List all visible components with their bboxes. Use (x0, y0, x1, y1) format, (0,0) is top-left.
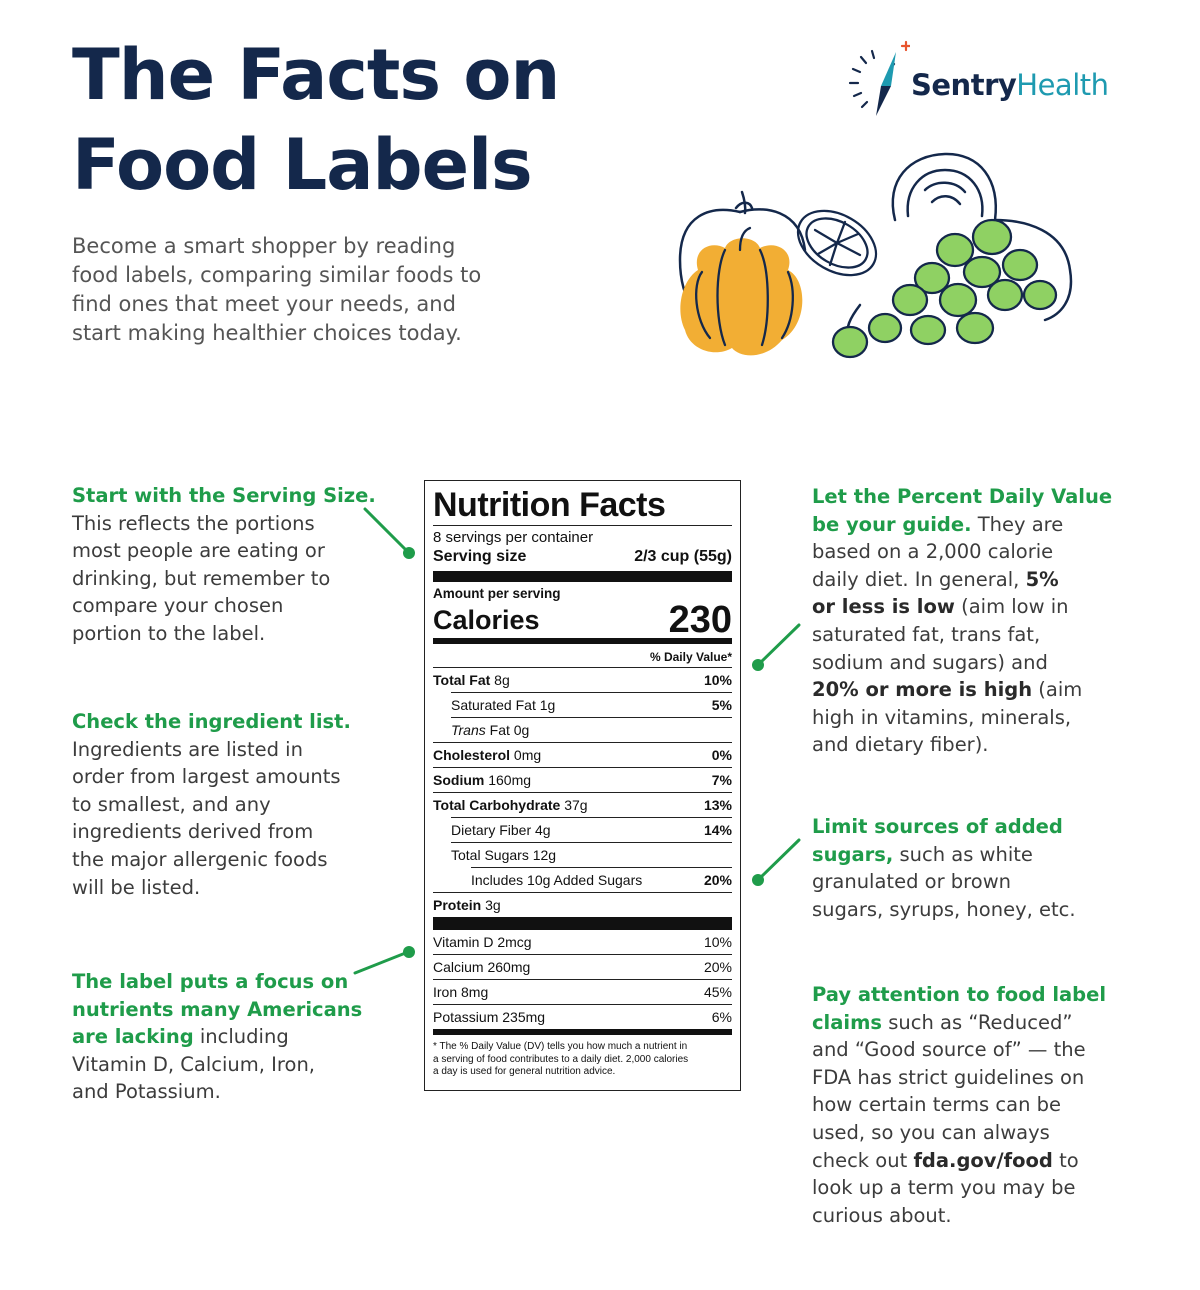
nutrient-percent: 13% (703, 797, 732, 813)
nutrient-row-protein (433, 892, 732, 917)
nutrient-row-trans-fat (451, 717, 732, 742)
page-title (72, 30, 559, 210)
divider-thick (433, 571, 732, 582)
callout-line: curious about. (812, 1203, 952, 1227)
vitamin-percent: 45% (703, 984, 732, 1000)
nutrition-facts-label (424, 480, 741, 1091)
connector-nutrients (350, 940, 420, 980)
divider (433, 525, 732, 526)
callout-line: sodium and sugars) and (812, 650, 1048, 674)
callout-nutrients-lacking (72, 968, 362, 1106)
nutrient-name: Cholesterol (433, 747, 511, 763)
callout-percent-heading: Let the Percent Daily Value (812, 485, 1113, 508)
callout-text: check out (812, 1148, 914, 1172)
nutrient-percent: 20% (703, 872, 732, 888)
nutrient-row-total-sugars (451, 842, 732, 867)
callout-text: (aim (1032, 678, 1083, 702)
footnote-line: * The % Daily Value (DV) tells you how much a nutrient in (433, 1041, 688, 1052)
nutrient-name: Protein (433, 897, 482, 913)
intro-line: find ones that meet your needs, and (72, 292, 456, 316)
nutrient-row-sodium (433, 767, 732, 792)
callout-claims-heading: claims (812, 1010, 883, 1034)
logo-wordmark-part2: Health (1016, 68, 1109, 102)
callout-line: how certain terms can be (812, 1093, 1062, 1117)
nutrient-percent: 5% (711, 697, 732, 713)
callout-line: look up a term you may be (812, 1176, 1076, 1200)
nutrient-name: Sodium (433, 772, 485, 788)
vitamin-name: Vitamin D 2mcg (433, 934, 532, 950)
callout-nutrients-heading: The label puts a focus on (72, 970, 349, 993)
logo-wordmark-part1: Sentry (911, 68, 1017, 102)
callout-sugars-heading: Limit sources of added (812, 815, 1063, 838)
vitamin-percent: 20% (703, 959, 732, 975)
callout-nutrients-heading: are lacking (72, 1025, 194, 1049)
nutrient-name: Total Carbohydrate (433, 797, 561, 813)
callout-label-claims (812, 981, 1106, 1229)
callout-line: FDA has strict guidelines on (812, 1065, 1085, 1089)
title-line-2: Food Labels (72, 124, 532, 206)
callout-line: saturated fat, trans fat, (812, 622, 1041, 646)
pumpkin-icon (680, 228, 802, 355)
callout-line: high in vitamins, minerals, (812, 705, 1072, 729)
nutrient-percent: 7% (711, 772, 732, 788)
vitamin-row-iron (433, 979, 732, 1004)
callout-line: based on a 2,000 calorie (812, 540, 1054, 564)
nutrient-percent: 0% (711, 747, 732, 763)
callout-percent-heading: be your guide. (812, 512, 972, 536)
sentry-health-logo (848, 40, 1158, 120)
logo-wordmark (911, 68, 1109, 102)
callout-line: This reflects the portions (72, 511, 315, 535)
nutrient-amount: 37g (560, 797, 588, 813)
callout-line: Ingredients are listed in (72, 737, 303, 761)
nutrient-row-total-carbohydrate (433, 792, 732, 817)
daily-value-footnote (433, 1041, 732, 1079)
callout-text: such as “Reduced” (882, 1010, 1073, 1034)
intro-line: food labels, comparing similar foods to (72, 263, 482, 287)
vitamin-percent: 6% (711, 1009, 732, 1025)
nutrient-amount: 8g (490, 672, 510, 688)
vitamin-name: Calcium 260mg (433, 959, 531, 975)
callout-text: including (193, 1025, 289, 1049)
calories-label: Calories (433, 605, 540, 635)
callout-added-sugars (812, 813, 1076, 923)
calories-row (433, 599, 732, 641)
connector-sugars (748, 835, 808, 890)
callout-bold: 20% or more is high (812, 678, 1033, 702)
callout-line: drinking, but remember to (72, 566, 331, 590)
nutrient-amount: 3g (481, 897, 501, 913)
vitamin-percent: 10% (703, 934, 732, 950)
vitamin-row-calcium (433, 954, 732, 979)
grapes-icon (833, 220, 1056, 357)
callout-sugars-heading: sugars, (812, 842, 894, 866)
nutrient-name: Includes 10g Added Sugars (471, 872, 643, 888)
nutrient-percent: 14% (703, 822, 732, 838)
intro-line: Become a smart shopper by reading (72, 234, 456, 258)
nutrient-name: Dietary Fiber 4g (451, 822, 551, 838)
callout-claims-heading: Pay attention to food label (812, 983, 1107, 1006)
footnote-line: a day is used for general nutrition advice. (433, 1066, 616, 1077)
nutrient-amount: Fat 0g (485, 722, 530, 738)
callout-line: used, so you can always (812, 1120, 1050, 1144)
callout-text: such as white (893, 842, 1033, 866)
vitamin-row-potassium (433, 1004, 732, 1029)
nutrient-row-total-fat (433, 668, 732, 692)
intro-line: start making healthier choices today. (72, 321, 462, 345)
callout-line: and “Good source of” — the (812, 1038, 1086, 1062)
vitamin-name: Iron 8mg (433, 984, 489, 1000)
vitamin-row-vitamin-d (433, 930, 732, 954)
connector-serving-size (360, 505, 420, 560)
callout-line: to smallest, and any (72, 792, 271, 816)
callout-text: daily diet. In general, (812, 567, 1026, 591)
callout-line: order from largest amounts (72, 765, 341, 789)
callout-bold: or less is low (812, 595, 955, 619)
connector-percent (748, 620, 808, 675)
vitamin-name: Potassium 235mg (433, 1009, 546, 1025)
callout-text: (aim low in (954, 595, 1069, 619)
callout-text: They are (971, 512, 1064, 536)
nutrient-amount: 160mg (484, 772, 532, 788)
callout-line: most people are eating or (72, 539, 325, 563)
serving-size-value: 2/3 cup (55g) (634, 548, 732, 565)
callout-ingredient-heading: Check the ingredient list. (72, 710, 351, 733)
nutrient-name: Saturated Fat 1g (451, 697, 556, 713)
nutrient-percent: 10% (703, 672, 732, 688)
serving-size-label: Serving size (433, 548, 527, 565)
callout-line: Vitamin D, Calcium, Iron, (72, 1052, 316, 1076)
nutrition-facts-title: Nutrition Facts (433, 486, 666, 524)
footnote-line: a serving of food contributes to a daily diet. 2,000 calories (433, 1053, 689, 1065)
daily-value-header: % Daily Value* (649, 650, 732, 664)
nutrient-row-added-sugars (471, 867, 732, 892)
lemon-slice-icon (787, 198, 888, 288)
title-line-1: The Facts on (72, 34, 560, 116)
nutrient-row-saturated-fat (451, 692, 732, 717)
callout-line: and dietary fiber). (812, 733, 989, 757)
amount-per-serving: Amount per serving (433, 586, 561, 601)
callout-text: to (1052, 1148, 1079, 1172)
produce-illustration (670, 150, 1110, 365)
callout-ingredient-list (72, 708, 351, 901)
nutrient-amount: 0mg (510, 747, 542, 763)
callout-line: granulated or brown (812, 870, 1011, 894)
callout-line: will be listed. (72, 875, 201, 899)
callout-line: portion to the label. (72, 621, 266, 645)
nutrient-name: Trans (451, 722, 486, 738)
callout-serving-size-heading: Start with the Serving Size. (72, 484, 376, 507)
serving-size-row (433, 547, 732, 567)
nutrient-row-dietary-fiber (451, 817, 732, 842)
callout-line: the major allergenic foods (72, 847, 328, 871)
callout-line: compare your chosen (72, 594, 284, 618)
calories-value: 230 (668, 599, 732, 641)
intro-paragraph (72, 232, 542, 348)
divider-thick (433, 917, 732, 930)
nutrient-name: Total Sugars 12g (451, 847, 557, 863)
callout-percent-daily-value (812, 483, 1112, 759)
compass-needle-icon (848, 40, 910, 120)
callout-line: sugars, syrups, honey, etc. (812, 897, 1076, 921)
divider-medium (433, 1029, 732, 1035)
callout-nutrients-heading: nutrients many Americans (72, 997, 363, 1021)
nutrient-name: Total Fat (433, 672, 491, 688)
servings-per-container: 8 servings per container (433, 529, 594, 546)
callout-line: and Potassium. (72, 1080, 221, 1104)
callout-serving-size (72, 482, 376, 648)
callout-line: ingredients derived from (72, 820, 314, 844)
fda-link-text: fda.gov/food (913, 1148, 1053, 1172)
nutrient-row-cholesterol (433, 742, 732, 767)
callout-bold: 5% (1025, 567, 1059, 591)
